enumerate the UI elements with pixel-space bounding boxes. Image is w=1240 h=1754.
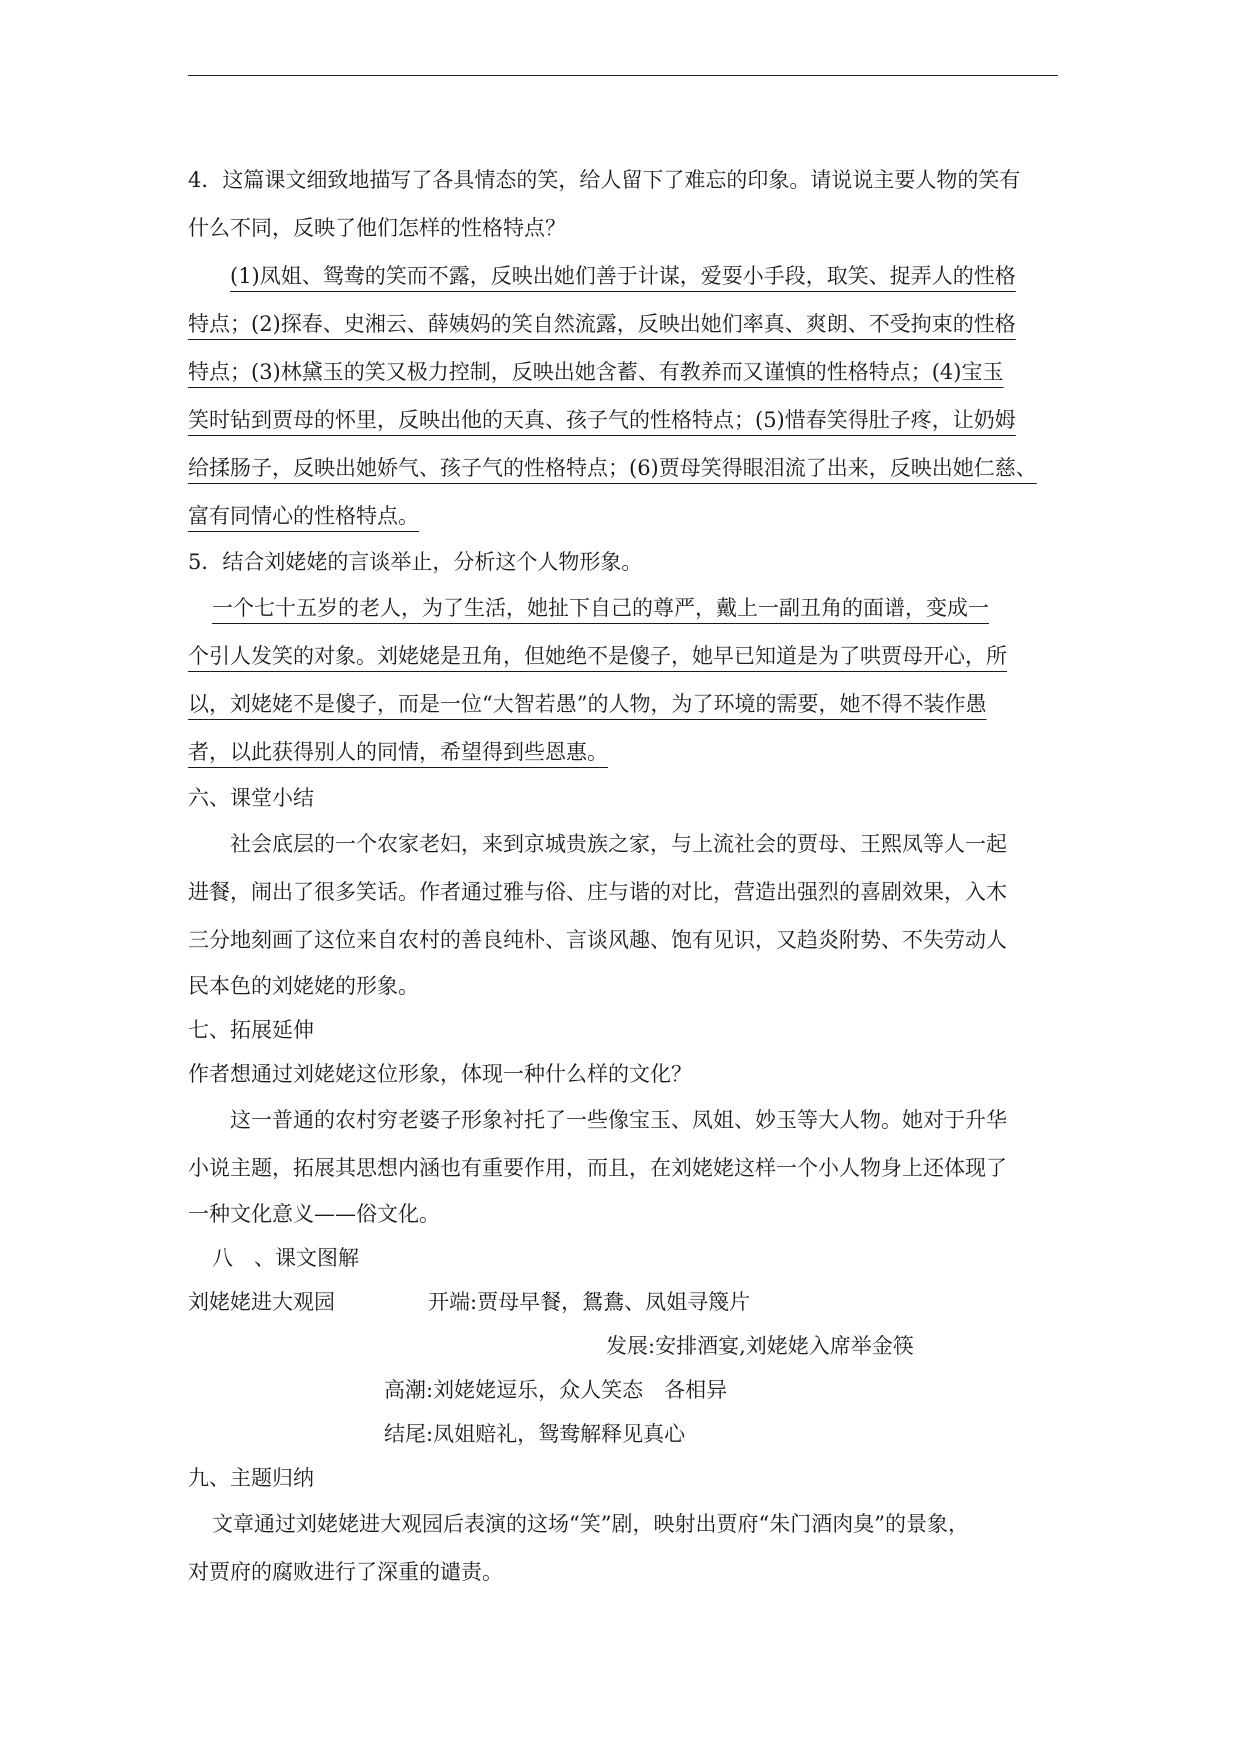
q4-answer-line: 富有同情心的性格特点。 <box>188 504 419 528</box>
q4-answer-line: 笑时钻到贾母的怀里，反映出他的天真、孩子气的性格特点；(5)惜春笑得肚子疼，让奶姆 <box>188 408 1016 432</box>
section-9-heading: 九、主题归纳 <box>188 1466 314 1490</box>
q4-answer-line: 给揉肠子，反映出她娇气、孩子气的性格特点；(6)贾母笑得眼泪流了出来，反映出她仁慈、 <box>188 456 1037 480</box>
section-7-paragraph-line: 这一普通的农村穷老婆子形象衬托了一些像宝玉、凤姐、妙玉等大人物。她对于升华 <box>230 1108 1007 1132</box>
q5-answer <box>188 584 1068 776</box>
section-7-paragraph-line: 一种文化意义——俗文化。 <box>188 1202 440 1226</box>
q4-answer-line: (1)凤姐、鸳鸯的笑而不露，反映出她们善于计谋，爱耍小手段，取笑、捉弄人的性格 <box>230 264 1016 288</box>
diagram-row-ending <box>188 1412 1068 1456</box>
document-body <box>188 156 1068 1596</box>
q5-answer-line: 者，以此获得别人的同情，希望得到些恩惠。 <box>188 740 608 764</box>
section-8-heading: 八 、课文图解 <box>212 1246 359 1270</box>
diagram-row-climax <box>188 1368 1068 1412</box>
q5-question: 5．结合刘姥姥的言谈举止，分析这个人物形象。 <box>188 550 643 574</box>
diagram-row-beginning <box>188 1280 1068 1324</box>
q4-answer-line: 特点；(2)探春、史湘云、薛姨妈的笑自然流露，反映出她们率真、爽朗、不受拘束的性格 <box>188 312 1016 336</box>
section-6-paragraph-line: 社会底层的一个农家老妇，来到京城贵族之家，与上流社会的贾母、王熙凤等人一起 <box>230 832 1007 856</box>
diagram-row-development <box>188 1324 1068 1368</box>
section-9-paragraph-line: 对贾府的腐败进行了深重的谴责。 <box>188 1560 503 1584</box>
diagram-ending: 结尾:凤姐赔礼，鸳鸯解释见真心 <box>384 1422 686 1446</box>
section-6-paragraph-line: 民本色的刘姥姥的形象。 <box>188 974 419 998</box>
section-7-heading: 七、拓展延伸 <box>188 1018 314 1042</box>
diagram-title: 刘姥姥进大观园 <box>188 1290 335 1314</box>
q4-answer-line: 特点；(3)林黛玉的笑又极力控制，反映出她含蓄、有教养而又谨慎的性格特点；(4)宝玉 <box>188 360 1004 384</box>
section-6-heading: 六、课堂小结 <box>188 786 314 810</box>
section-7-question: 作者想通过刘姥姥这位形象，体现一种什么样的文化？ <box>188 1062 692 1086</box>
section-7-paragraph-line: 小说主题，拓展其思想内涵也有重要作用，而且，在刘姥姥这样一个小人物身上还体现了 <box>188 1156 1007 1180</box>
section-6-paragraph-line: 进餐，闹出了很多笑话。作者通过雅与俗、庄与谐的对比，营造出强烈的喜剧效果，入木 <box>188 880 1007 904</box>
q5-answer-line: 以，刘姥姥不是傻子，而是一位“大智若愚”的人物，为了环境的需要，她不得不装作愚 <box>188 692 987 716</box>
q4-question-line-2: 什么不同，反映了他们怎样的性格特点？ <box>188 216 566 240</box>
diagram-climax: 高潮:刘姥姥逗乐，众人笑态 各相异 <box>384 1378 728 1402</box>
section-6-paragraph-line: 三分地刻画了这位来自农村的善良纯朴、言谈风趣、饱有见识，又趋炎附势、不失劳动人 <box>188 928 1007 952</box>
diagram-beginning: 开端:贾母早餐，鴛鴦、凤姐寻篾片 <box>428 1290 751 1314</box>
section-9-paragraph-line: 文章通过刘姥姥进大观园后表演的这场“笑”剧，映射出贾府“朱门酒肉臭”的景象， <box>212 1512 969 1536</box>
diagram-development: 发展:安排酒宴,刘姥姥入席举金筷 <box>606 1334 914 1358</box>
q4-question-line-1: 4．这篇课文细致地描写了各具情态的笑，给人留下了难忘的印象。请说说主要人物的笑有 <box>188 168 1021 192</box>
q5-answer-line: 个引人发笑的对象。刘姥姥是丑角，但她绝不是傻子，她早已知道是为了哄贾母开心，所 <box>188 644 1007 668</box>
q4-answer <box>188 252 1068 540</box>
header-rule <box>188 75 1058 76</box>
q5-answer-line: 一个七十五岁的老人，为了生活，她扯下自己的尊严，戴上一副丑角的面谱，变成一 <box>212 596 989 620</box>
